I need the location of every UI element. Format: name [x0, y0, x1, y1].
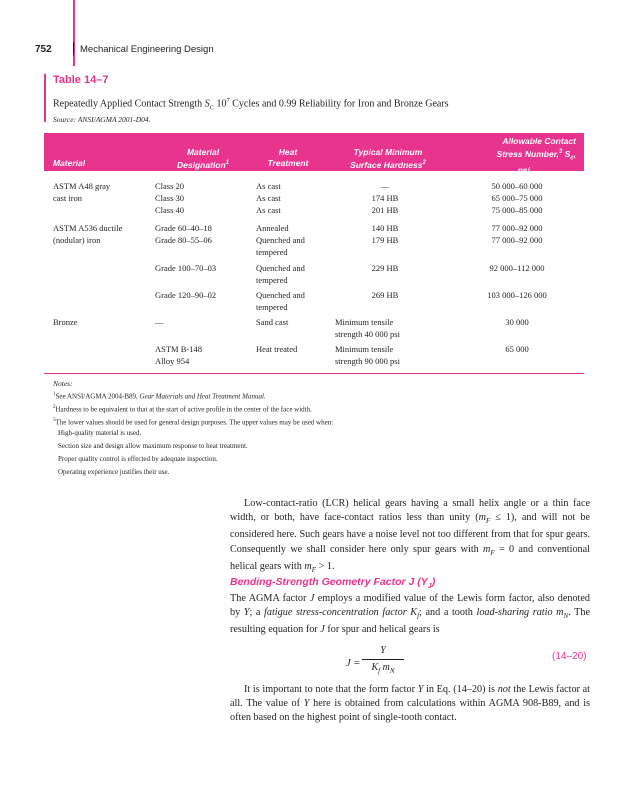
row-8-heat: Sand cast: [256, 317, 289, 327]
row-7-hardness: 269 HB: [371, 290, 399, 300]
row-4-material-1: ASTM A536 ductile: [53, 223, 123, 233]
note-2: $^2$Hardness to be equivalent to that at the start of active profile in the center of the face width.: [53, 405, 312, 414]
row-1-designation: Class 20: [155, 181, 185, 191]
table-label: Table 14–7: [53, 74, 109, 86]
table-caption: Repeatedly Applied Contact Strength $S_C$ $10^7$ Cycles and 0.99 Reliability for Iron and Bronze Gears: [53, 97, 449, 112]
row-3-designation: Class 40: [155, 205, 185, 215]
row-6-heat-2: tempered: [256, 275, 288, 285]
table-accent-rule: [44, 74, 46, 122]
note-3-item: Operating experience justifies their use.: [58, 468, 170, 476]
note-3: $^3$The lower values should be used for general design purposes. The upper values may be used when:: [53, 418, 334, 427]
row-7-heat-1: Quenched and: [256, 290, 305, 300]
row-7-heat-2: tempered: [256, 302, 288, 312]
paragraph-form-factor: It is important to note that the form factor Y in Eq. (14–20) is not the Lewis factor at all. The value of Y here is obtained from calculations within AGMA 908-B89, and is often based on the highest point of single-tooth contact.: [230, 684, 591, 724]
row-4-hardness: 140 HB: [371, 223, 399, 233]
row-8-designation: —: [155, 317, 164, 327]
row-8-stress: 30 000: [505, 317, 529, 327]
row-4-material-2: (nodular) iron: [53, 235, 101, 245]
equation-lhs: J =: [346, 658, 361, 669]
row-5-stress: 77 000–92 000: [491, 235, 543, 245]
row-9-designation-1: ASTM B-148: [155, 344, 202, 354]
equation-fraction: [360, 645, 406, 676]
section-heading: Bending-Strength Geometry Factor J $(Y_J)$: [230, 576, 436, 591]
row-5-hardness: 179 HB: [371, 235, 399, 245]
row-6-designation: Grade 100–70–03: [155, 263, 217, 273]
row-1-heat: As cast: [256, 181, 281, 191]
row-5-heat-1: Quenched and: [256, 235, 305, 245]
row-6-stress: 92 000–112 000: [489, 263, 545, 273]
row-8-hardness-2: strength 40 000 psi: [335, 329, 400, 339]
note-3-item: High-quality material is used.: [58, 429, 142, 437]
equation-denominator: $K_f$ $m_N$: [371, 662, 395, 675]
row-1-material-2: cast iron: [53, 193, 83, 203]
row-2-stress: 65 000–75 000: [491, 193, 543, 203]
row-2-hardness: 174 HB: [371, 193, 399, 203]
row-6-hardness: 229 HB: [371, 263, 399, 273]
table-source: Source: ANSI/AGMA 2001-D04.: [53, 115, 151, 124]
row-9-heat: Heat treated: [256, 344, 298, 354]
header-designation: Material Designation$^1$: [177, 147, 229, 170]
row-2-heat: As cast: [256, 193, 281, 203]
table-bottom-rule: [44, 373, 584, 374]
equation-number: (14–20): [552, 651, 587, 662]
row-7-stress: 103 000–126 000: [487, 290, 547, 300]
header-heat-treatment: Heat Treatment: [267, 147, 309, 168]
row-8-hardness-1: Minimum tensile: [335, 317, 394, 327]
header-material: Material: [53, 158, 86, 168]
page-number: 752: [35, 44, 52, 55]
row-9-hardness-1: Minimum tensile: [335, 344, 394, 354]
row-5-designation: Grade 80–55–06: [155, 235, 212, 245]
header-separator: [73, 42, 74, 55]
paragraph-lcr-gears: Low-contact-ratio (LCR) helical gears having a small helix angle or a thin face width, or both, have face-contact ratios less than unity $(m_F \le 1)$, and will not be considered here. Such gears have a noise level not too different from that for spur gears. Consequently we shall consider here only spur gears with $m_F = 0$ and conventional helical gears with $m_F > 1$.: [230, 498, 591, 574]
row-6-heat-1: Quenched and: [256, 263, 305, 273]
row-1-material-1: ASTM A48 gray: [53, 181, 111, 191]
row-2-designation: Class 30: [155, 193, 185, 203]
row-9-designation-2: Alloy 954: [155, 356, 190, 366]
header-contact-stress: Allowable Contact Stress Number,$^3$ $S_c$, psi: [496, 136, 576, 175]
row-3-stress: 75 000–85 000: [491, 205, 543, 215]
running-title: Mechanical Engineering Design: [80, 44, 214, 55]
row-4-heat: Annealed: [256, 223, 289, 233]
note-3-item: Proper quality control is effected by adequate inspection.: [58, 455, 218, 463]
row-1-stress: 50 000–60 000: [491, 181, 543, 191]
row-9-hardness-2: strength 90 000 psi: [335, 356, 400, 366]
paragraph-agma-factor: The AGMA factor J employs a modified value of the Lewis form factor, also denoted by Y; a fatigue stress-concentration factor $K_f$; and a tooth load-sharing ratio $m_N$. The resulting equation for J for spur and helical gears is: [230, 593, 591, 636]
page-accent-rule: [73, 0, 75, 66]
row-3-hardness: 201 HB: [371, 205, 399, 215]
row-5-heat-2: tempered: [256, 247, 288, 257]
row-9-stress: 65 000: [505, 344, 529, 354]
equation-numerator: Y: [380, 645, 386, 656]
row-1-hardness: —: [380, 181, 390, 191]
row-3-heat: As cast: [256, 205, 281, 215]
row-4-designation: Grade 60–40–18: [155, 223, 212, 233]
note-3-item: Section size and design allow maximum response to heat treatment.: [58, 442, 248, 450]
note-1: $^1$See ANSI/AGMA 2004-B89, Gear Materials and Heat Treatment Manual.: [53, 392, 266, 401]
notes-title: Notes:: [53, 379, 73, 388]
row-8-material: Bronze: [53, 317, 78, 327]
header-surface-hardness: Typical Minimum Surface Hardness$^2$: [350, 147, 426, 170]
row-7-designation: Grade 120–90–02: [155, 290, 217, 300]
row-4-stress: 77 000–92 000: [491, 223, 543, 233]
